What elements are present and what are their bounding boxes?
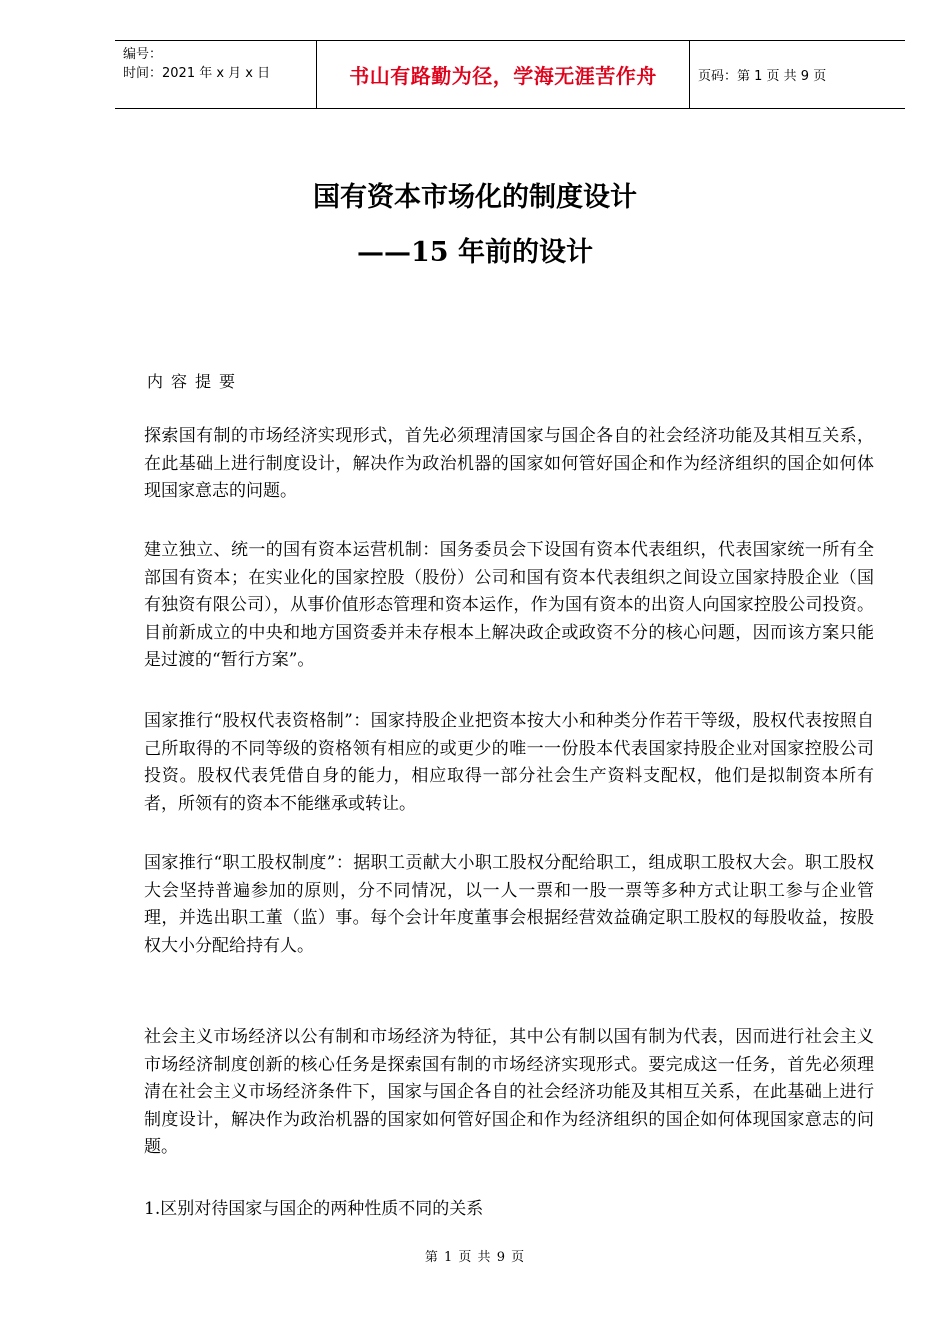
abstract-label: 内容提要 — [147, 372, 244, 391]
document-subtitle: ——15 年前的设计 — [357, 237, 593, 268]
paragraph-text: 国家推行“职工股权制度”：据职工贡献大小职工股权分配给职工，组成职工股权大会。职工股权大会坚持普遍参加的原则，分不同情况，以一人一票和一股一票等多种方式让职工参与企业管理，并选出职工董（监）事。每个会计年度董事会根据经营效益确定职工股权的每股收益，按股权大小分配给持有人。 — [144, 853, 874, 956]
header-meta — [115, 41, 316, 108]
paragraph-text: 探索国有制的市场经济实现形式，首先必须理清国家与国企各自的社会经济功能及其相互关系，在此基础上进行制度设计，解决作为政治机器的国家如何管好国企和作为经济组织的国企如何体现国家意志的问题。 — [144, 426, 874, 501]
time-label: 时间：2021 年 x 月 x 日 — [123, 66, 271, 81]
paragraph-text: 建立独立、统一的国有资本运营机制：国务委员会下设国有资本代表组织，代表国家统一所有全部国有资本；在实业化的国家控股（股份）公司和国有资本代表组织之间设立国家持股企业（国有独资有限公司），从事价值形态管理和资本运作，作为国有资本的出资人向国家控股公司投资。目前新成立的中央和地方国资委并未存根本上解决政企或政资不分的核心问题，因而该方案只能是过渡的“暂行方案”。 — [144, 540, 874, 670]
number-label: 编号： — [123, 47, 163, 62]
section-heading-text: 1.区别对待国家与国企的两种性质不同的关系 — [144, 1199, 484, 1219]
document-header — [115, 40, 905, 109]
header-page-info: 页码：第 1 页 共 9 页 — [698, 69, 827, 84]
paragraph-3 — [144, 708, 874, 818]
paragraph-text: 国家推行“股权代表资格制”：国家持股企业把资本按大小和种类分作若干等级，股权代表按照自己所取得的不同等级的资格领有相应的或更少的唯一一份股本代表国家持股企业对国家控股公司投资。股权代表凭借自身的能力，相应取得一部分社会生产资料支配权，他们是拟制资本所有者，所领有的资本不能继承或转让。 — [144, 711, 874, 814]
paragraph-5 — [144, 1024, 874, 1162]
section-heading-1 — [144, 1196, 874, 1224]
page-footer: 第 1 页 共 9 页 — [424, 1250, 526, 1265]
document-title: 国有资本市场化的制度设计 — [313, 182, 637, 213]
paragraph-text: 社会主义市场经济以公有制和市场经济为特征，其中公有制以国有制为代表，因而进行社会主义市场经济制度创新的核心任务是探索国有制的市场经济实现形式。要完成这一任务，首先必须理清在社会主义市场经济条件下，国家与国企各自的社会经济功能及其相互关系，在此基础上进行制度设计，解决作为政治机器的国家如何管好国企和作为经济组织的国企如何体现国家意志的问题。 — [144, 1027, 874, 1157]
paragraph-1 — [144, 423, 874, 506]
paragraph-2 — [144, 537, 874, 675]
header-motto: 书山有路勤为径，学海无涯苦作舟 — [316, 41, 690, 108]
paragraph-4 — [144, 850, 874, 960]
